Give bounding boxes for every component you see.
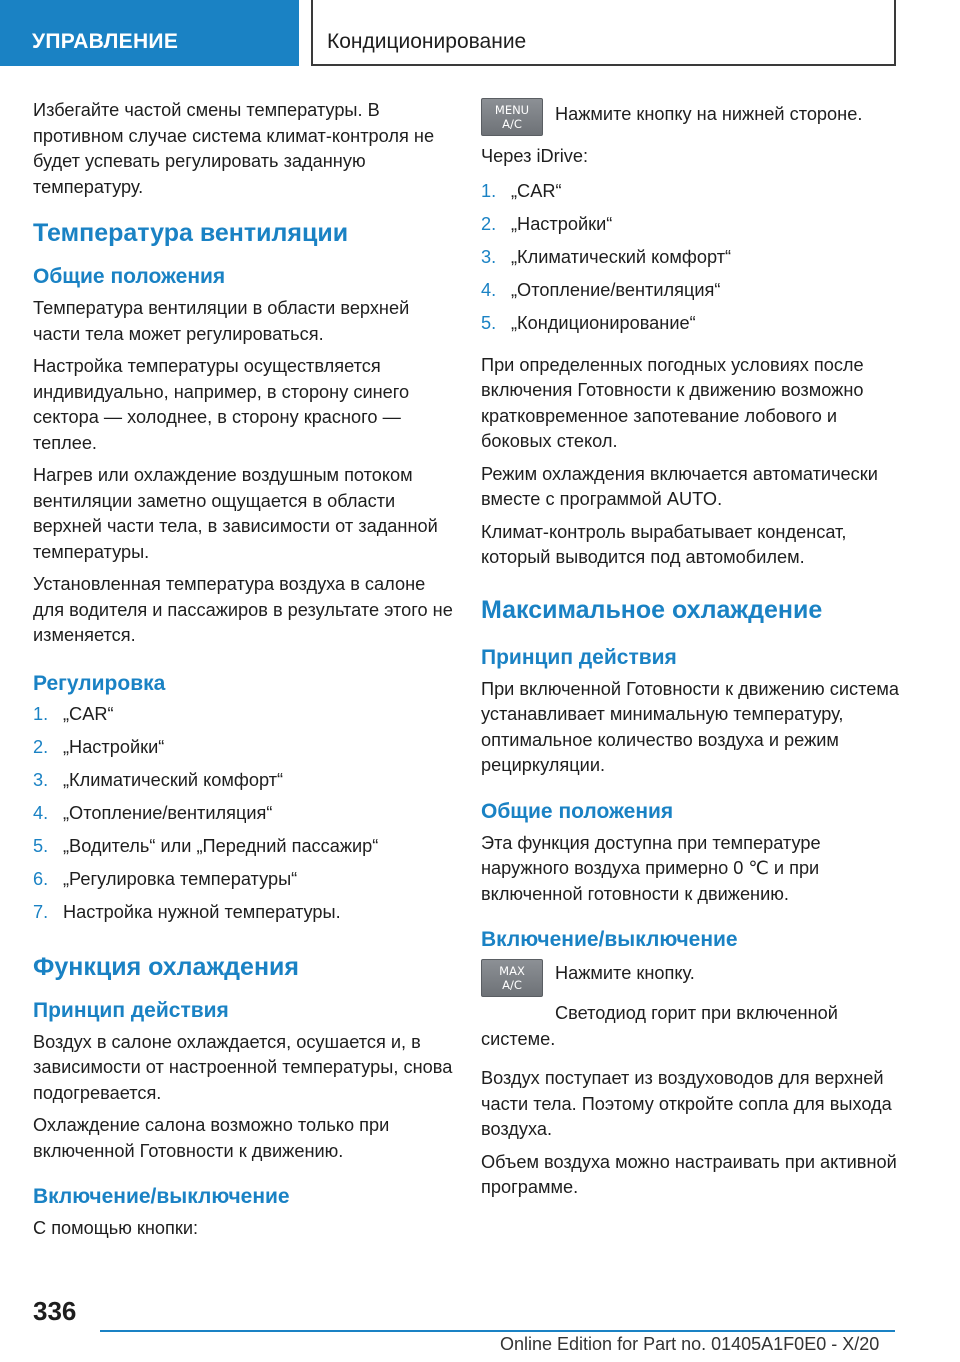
max-ac-description [555,959,695,994]
paragraph: Режим охлаждения включается автоматически вместе с программой AUTO. [481,463,878,509]
list-item [481,246,901,279]
paragraph: Светодиод горит при включенной системе. [481,1003,838,1049]
paragraph: Нагрев или охлаждение воздушным потоком вентиляции заметно ощущается в области верхней части тела, в зависимости от заданной температуры. [33,465,438,562]
list-item [33,835,453,868]
paragraph: С помощью кнопки: [33,1218,199,1238]
idrive-steps [481,180,901,345]
step-text: „CAR“ [511,180,562,201]
step-text: „Климатический комфорт“ [511,246,732,267]
heading-vent-temperature: Температура вентиляции [33,219,349,247]
paragraph: Охлаждение салона возможно только при включенной Готовности к движению. [33,1115,390,1161]
list-item [33,868,453,901]
step-text: „Настройки“ [63,736,165,757]
heading-principle: Принцип действия [33,998,229,1022]
step-number: 4. [481,279,497,300]
list-item [33,802,453,835]
menu-ac-row [481,98,901,136]
step-text: „CAR“ [63,703,114,724]
list-item [481,213,901,246]
list-item [33,769,453,802]
page-header [0,0,960,66]
step-text: „Отопление/вентиляция“ [63,802,273,823]
paragraph: При определенных погодных условиях после включения Готовности к движению возможно кратковременное запотевание лобового и боковых стекол. [481,354,864,451]
paragraph: Воздух поступает из воздуховодов для верхней части тела. Поэтому откройте сопла для выхода воздуха. [481,1068,892,1139]
paragraph: Нажмите кнопку. [555,963,695,983]
paragraph: Нажмите кнопку на нижней стороне. [555,104,863,124]
button-label: A/C [502,117,522,131]
heading-on-off: Включение/выключение [481,928,738,951]
intro-paragraph: Избегайте частой смены температуры. В противном случае система климат-контроля не будет успевать регулировать заданную температуру. [33,100,435,197]
heading-on-off: Включение/выключение [33,1185,290,1208]
paragraph: Воздух в салоне охлаждается, осушается и, в зависимости от настроенной температуры, снова подогревается. [33,1031,453,1103]
footer-divider [100,1330,895,1332]
heading-general: Общие положения [33,265,226,288]
paragraph: Установленная температура воздуха в салоне для водителя и пассажиров в результате этого не изменяется. [33,574,453,645]
list-item [33,901,453,934]
step-text: „Настройки“ [511,213,613,234]
section-tab: УПРАВЛЕНИЕ [0,0,299,66]
menu-ac-button-icon [481,98,543,136]
step-text: Настройка нужной температуры. [63,901,341,922]
chapter-title: Кондиционирование [311,0,896,66]
step-number: 2. [481,213,497,234]
step-number: 1. [33,703,49,724]
step-number: 5. [33,835,49,856]
max-ac-button-icon [481,959,543,997]
heading-principle: Принцип действия [481,645,677,669]
heading-adjustment: Регулировка [33,671,166,695]
button-label: MENU [494,103,530,117]
list-item [33,703,453,736]
paragraph: При включенной Готовности к движению система устанавливает минимальную температуру, оптимальное количество воздуха и режим рециркуляции. [481,678,899,775]
left-column [33,98,453,1249]
button-label: A/C [502,978,522,992]
heading-cooling-function: Функция охлаждения [33,952,300,981]
step-number: 5. [481,312,497,333]
right-column [481,98,901,1208]
step-text: „Отопление/вентиляция“ [511,279,721,300]
paragraph: Эта функция доступна при температуре наружного воздуха примерно 0 ℃ и при включенной готовности к движению. [481,832,821,904]
page-number: 336 [33,1296,77,1326]
paragraph: Настройка температуры осуществляется индивидуально, например, в сторону синего сектора — холоднее, в сторону красного — теплее. [33,356,410,453]
adjustment-steps [33,703,453,934]
max-ac-row [481,959,901,997]
step-number: 6. [33,868,49,889]
list-item [481,279,901,312]
step-number: 3. [33,769,49,790]
heading-max-cooling: Максимальное охлаждение [481,595,823,624]
list-item [33,736,453,769]
paragraph: Климат-контроль вырабатывает конденсат, который выводится под автомобилем. [481,521,847,567]
step-text: „Регулировка температуры“ [63,868,298,889]
list-item [481,312,901,345]
step-text: „Водитель“ или „Передний пассажир“ [63,835,379,856]
step-number: 4. [33,802,49,823]
heading-general: Общие положения [481,799,674,823]
paragraph: Температура вентиляции в области верхней части тела может регулироваться. [33,298,410,344]
step-text: „Кондиционирование“ [511,312,696,333]
list-item [481,180,901,213]
step-number: 3. [481,246,497,267]
step-number: 1. [481,180,497,201]
paragraph: Через iDrive: [481,146,588,166]
step-text: „Климатический комфорт“ [63,769,284,790]
button-label: MAX [499,964,525,978]
paragraph: Объем воздуха можно настраивать при активной программе. [481,1151,897,1197]
step-number: 7. [33,901,49,922]
step-number: 2. [33,736,49,757]
edition-text: Online Edition for Part no. 01405A1F0E0 - X/20 [500,1334,880,1354]
